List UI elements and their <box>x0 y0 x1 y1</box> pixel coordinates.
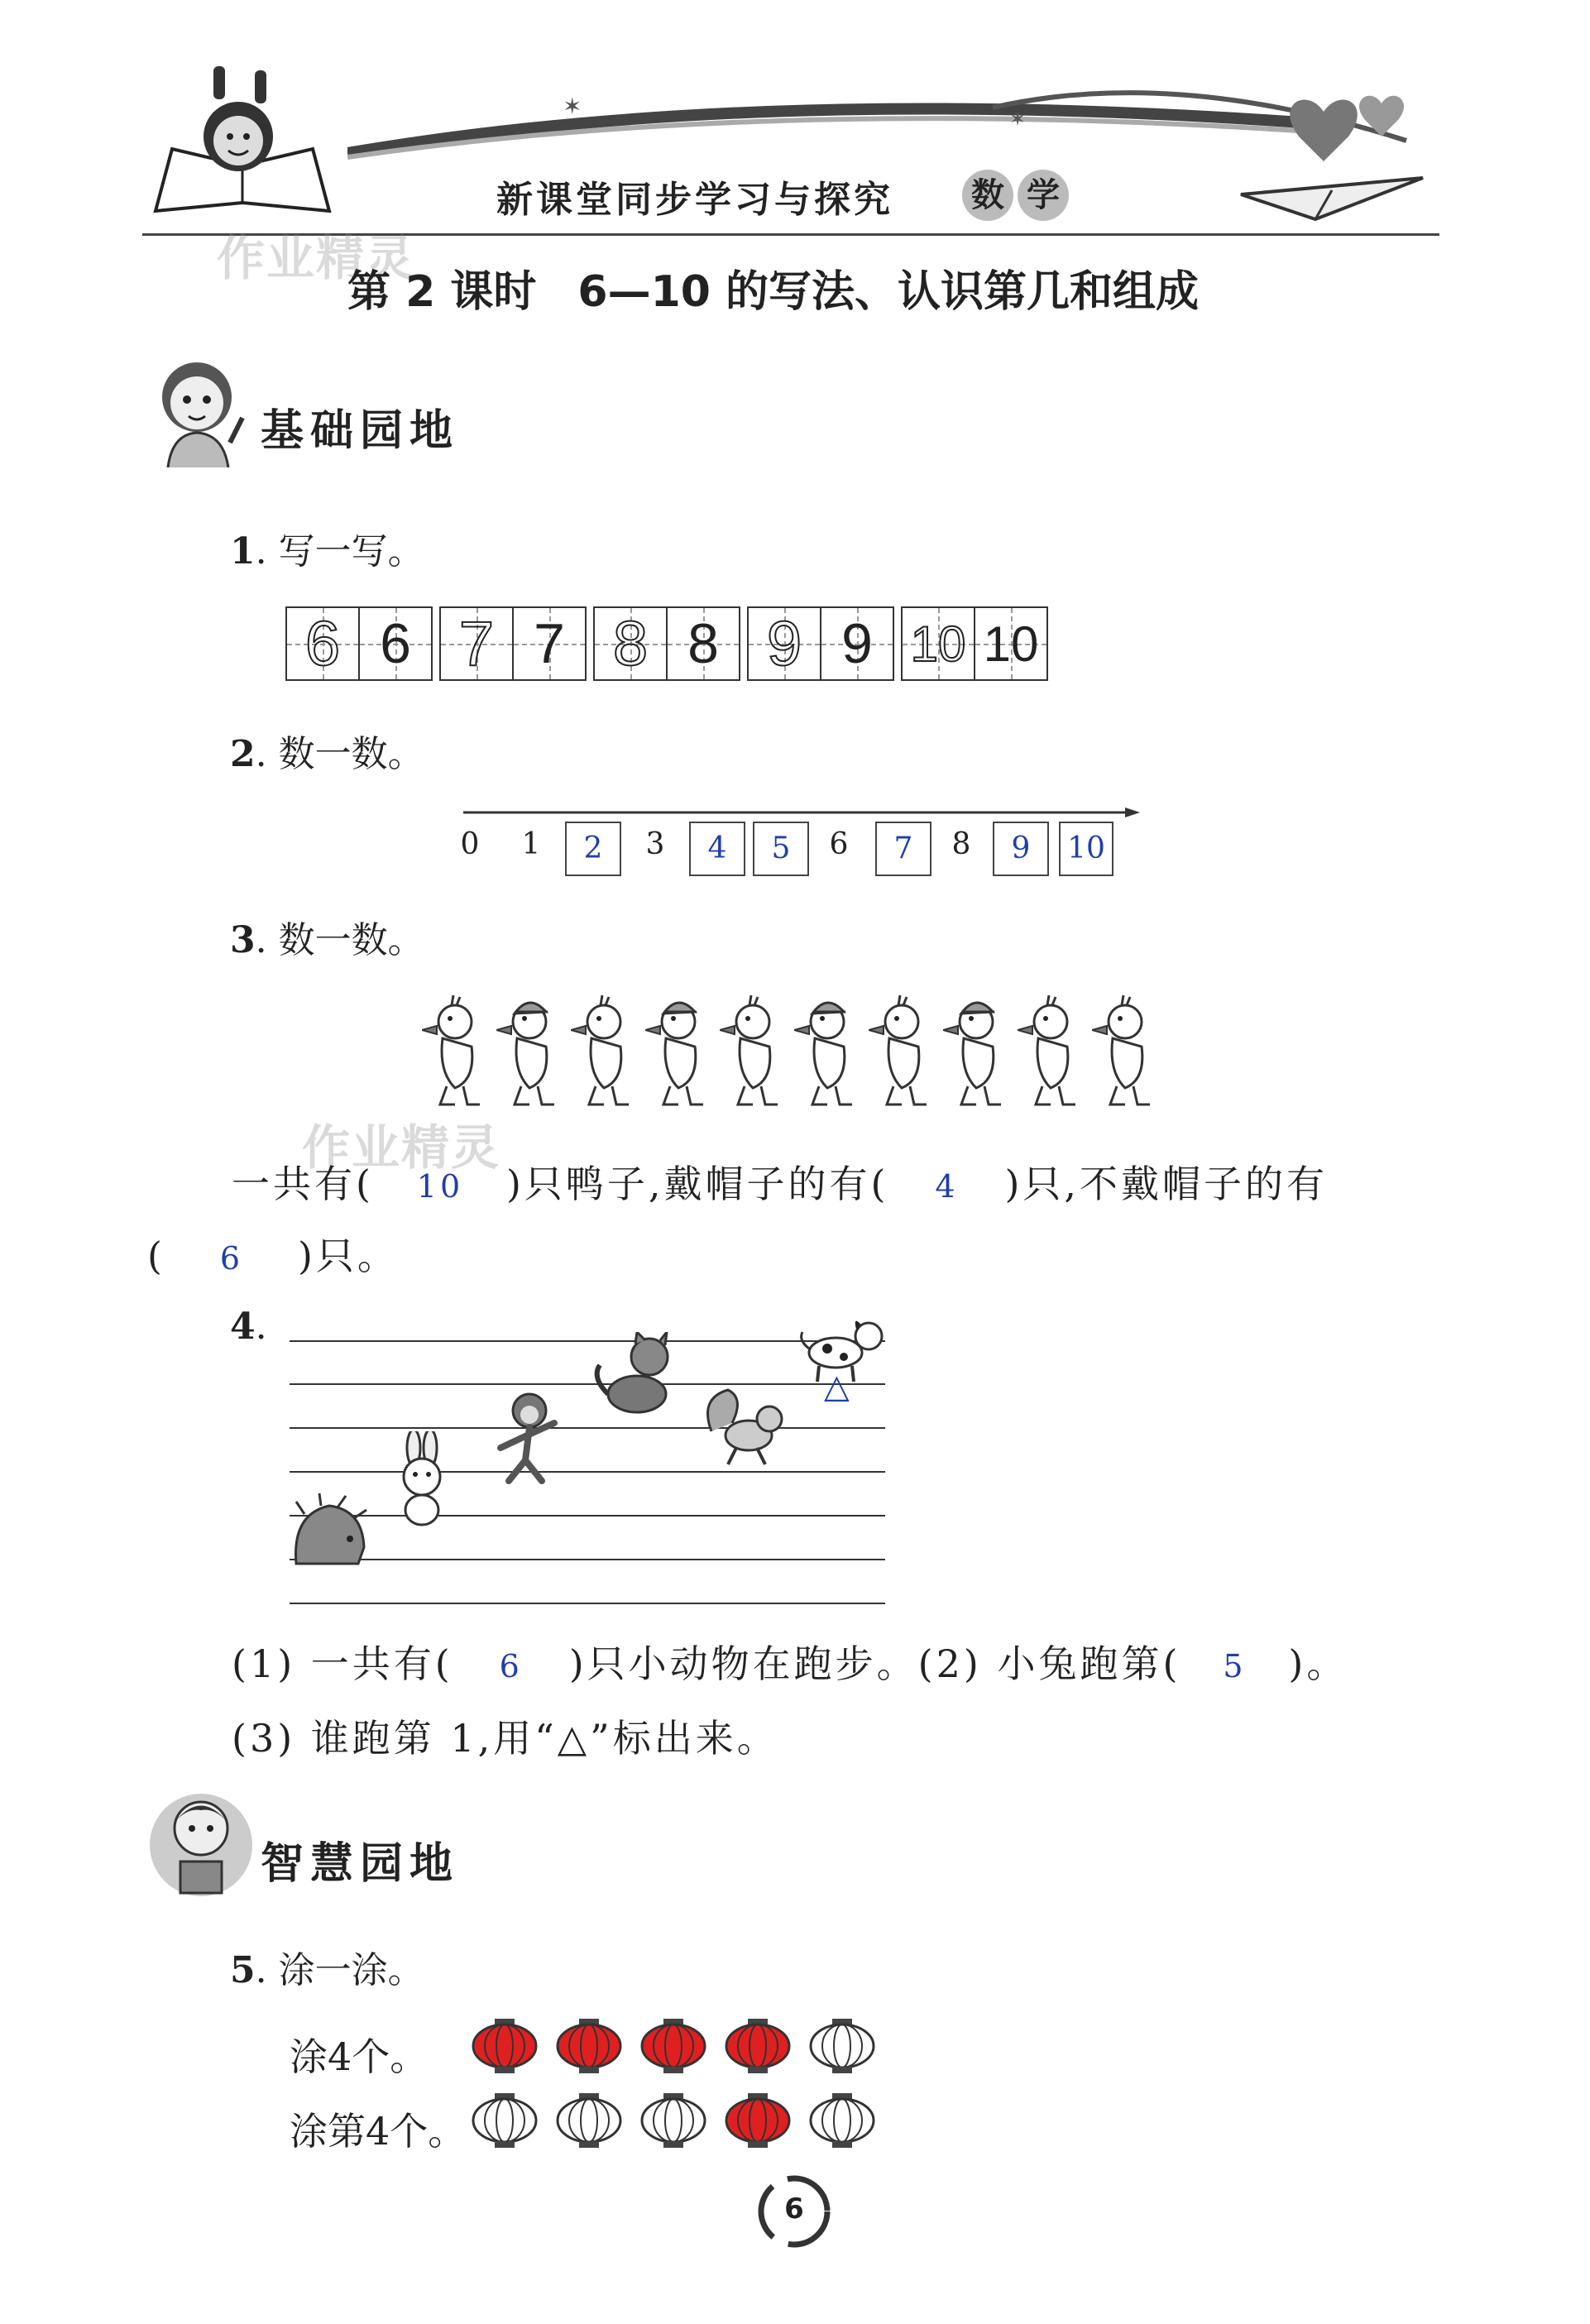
subject-badge-2: 学 <box>1018 170 1069 221</box>
duck-row <box>422 989 1166 1113</box>
squirrel-icon <box>695 1382 794 1473</box>
grid-cell-trace: 7 <box>439 606 514 681</box>
question-4-sentence-2: (3) 谁跑第 1,用“△”标出来。 <box>232 1716 778 1761</box>
section-title-wisdom: 智慧园地 <box>261 1839 460 1889</box>
lantern-filled-icon <box>472 2017 538 2075</box>
watermark: 作业精灵 <box>302 1119 501 1176</box>
section-title-basics: 基础园地 <box>261 406 460 456</box>
lantern-empty-icon <box>472 2092 538 2149</box>
grid-cell-trace: 9 <box>747 606 821 681</box>
grid-cell-trace: 10 <box>901 606 975 681</box>
track-line <box>290 1559 885 1560</box>
subject-badge-1: 数 <box>962 170 1013 221</box>
grid-cell-written: 8 <box>668 606 740 681</box>
answer-rabbit-place: 5 <box>1223 1648 1247 1684</box>
grid-cell-written: 6 <box>360 606 433 681</box>
number-line-tick-6: 6 <box>829 827 849 861</box>
question-4: 4. <box>230 1306 267 1348</box>
number-line-tick-0: 0 <box>460 827 480 861</box>
number-line-tick-1: 1 <box>521 827 541 861</box>
duck-with-hat-icon <box>496 989 563 1113</box>
lantern-row-2-label: 涂第4个。 <box>290 2109 467 2154</box>
number-line-answer-box: 10 <box>1059 822 1113 876</box>
writing-grid <box>285 606 1048 681</box>
number-line-tick-8: 8 <box>951 827 971 861</box>
answer-duck-total: 10 <box>416 1168 464 1205</box>
duck-with-hat-icon <box>794 989 860 1113</box>
track-line <box>290 1515 885 1517</box>
first-place-marker-icon: △ <box>824 1368 850 1406</box>
answer-animal-count: 6 <box>499 1648 523 1684</box>
svg-text:✶: ✶ <box>1009 108 1027 131</box>
number-line-answer-box: 5 <box>753 822 809 876</box>
lantern-filled-icon <box>725 2017 791 2075</box>
track-line <box>290 1471 885 1473</box>
duck-icon <box>422 989 488 1113</box>
number-line-axis <box>463 804 1142 821</box>
question-3-sentence-line2: ( 6 )只。 <box>147 1234 399 1278</box>
question-5: 5. 涂一涂。 <box>230 1949 424 1991</box>
answer-duck-nohat: 6 <box>219 1240 244 1277</box>
header-book-illustration <box>147 58 338 215</box>
lantern-row-1 <box>472 2017 875 2075</box>
lantern-empty-icon <box>809 2092 875 2149</box>
lantern-row-1-label: 涂4个。 <box>290 2034 429 2079</box>
duck-icon <box>720 989 786 1113</box>
lantern-empty-icon <box>556 2092 622 2149</box>
page-number: 6 <box>784 2192 804 2226</box>
question-1: 1. 写一写。 <box>230 530 424 573</box>
number-line-tick-3: 3 <box>645 827 665 861</box>
lantern-filled-icon <box>556 2017 622 2075</box>
number-line-answer-box: 7 <box>875 822 931 876</box>
grid-cell-written: 10 <box>975 606 1048 681</box>
duck-icon <box>571 989 637 1113</box>
lesson-title <box>347 256 1199 319</box>
track-line <box>290 1603 885 1604</box>
answer-duck-hat: 4 <box>935 1168 959 1205</box>
grid-cell-trace: 8 <box>593 606 668 681</box>
grid-cell-trace: 6 <box>285 606 360 681</box>
lantern-filled-icon <box>725 2092 791 2149</box>
number-line-answer-box: 9 <box>993 822 1049 876</box>
lesson-topic: 6—10 的写法、认识第几和组成 <box>577 267 1200 317</box>
number-line-answer-box: 2 <box>565 822 621 876</box>
paper-plane-hearts-icon <box>1224 62 1439 228</box>
svg-text:✶: ✶ <box>563 93 582 120</box>
boy-mascot-icon <box>147 1787 255 1903</box>
hedgehog-icon <box>288 1489 371 1572</box>
rabbit-icon <box>381 1431 463 1531</box>
question-3: 3. 数一数。 <box>230 919 424 961</box>
cat-icon <box>587 1332 687 1423</box>
watermark: 作业精灵 <box>217 230 416 286</box>
lantern-filled-icon <box>640 2017 706 2075</box>
question-2: 2. 数一数。 <box>230 733 424 775</box>
lantern-row-2 <box>472 2092 875 2149</box>
question-4-sentence-1: (1) 一共有( 6 )只小动物在跑步。(2) 小兔跑第( 5 )。 <box>232 1641 1348 1686</box>
duck-icon <box>1092 989 1158 1113</box>
track-line <box>290 1427 885 1429</box>
lesson-label: 第 2 课时 <box>347 267 537 317</box>
lantern-empty-icon <box>640 2092 706 2149</box>
grid-cell-written: 7 <box>514 606 587 681</box>
book-series-title: 新课堂同步学习与探究 <box>496 179 893 221</box>
question-3-sentence-line1: 一共有( 10 )只鸭子,戴帽子的有( 4 )只,不戴帽子的有 <box>232 1162 1329 1206</box>
duck-icon <box>869 989 935 1113</box>
monkey-icon <box>484 1390 575 1489</box>
number-line-answer-box: 4 <box>689 822 745 876</box>
girl-mascot-icon <box>147 352 255 467</box>
duck-with-hat-icon <box>943 989 1009 1113</box>
duck-icon <box>1018 989 1084 1113</box>
lantern-empty-icon <box>809 2017 875 2075</box>
duck-with-hat-icon <box>645 989 711 1113</box>
grid-cell-written: 9 <box>821 606 894 681</box>
